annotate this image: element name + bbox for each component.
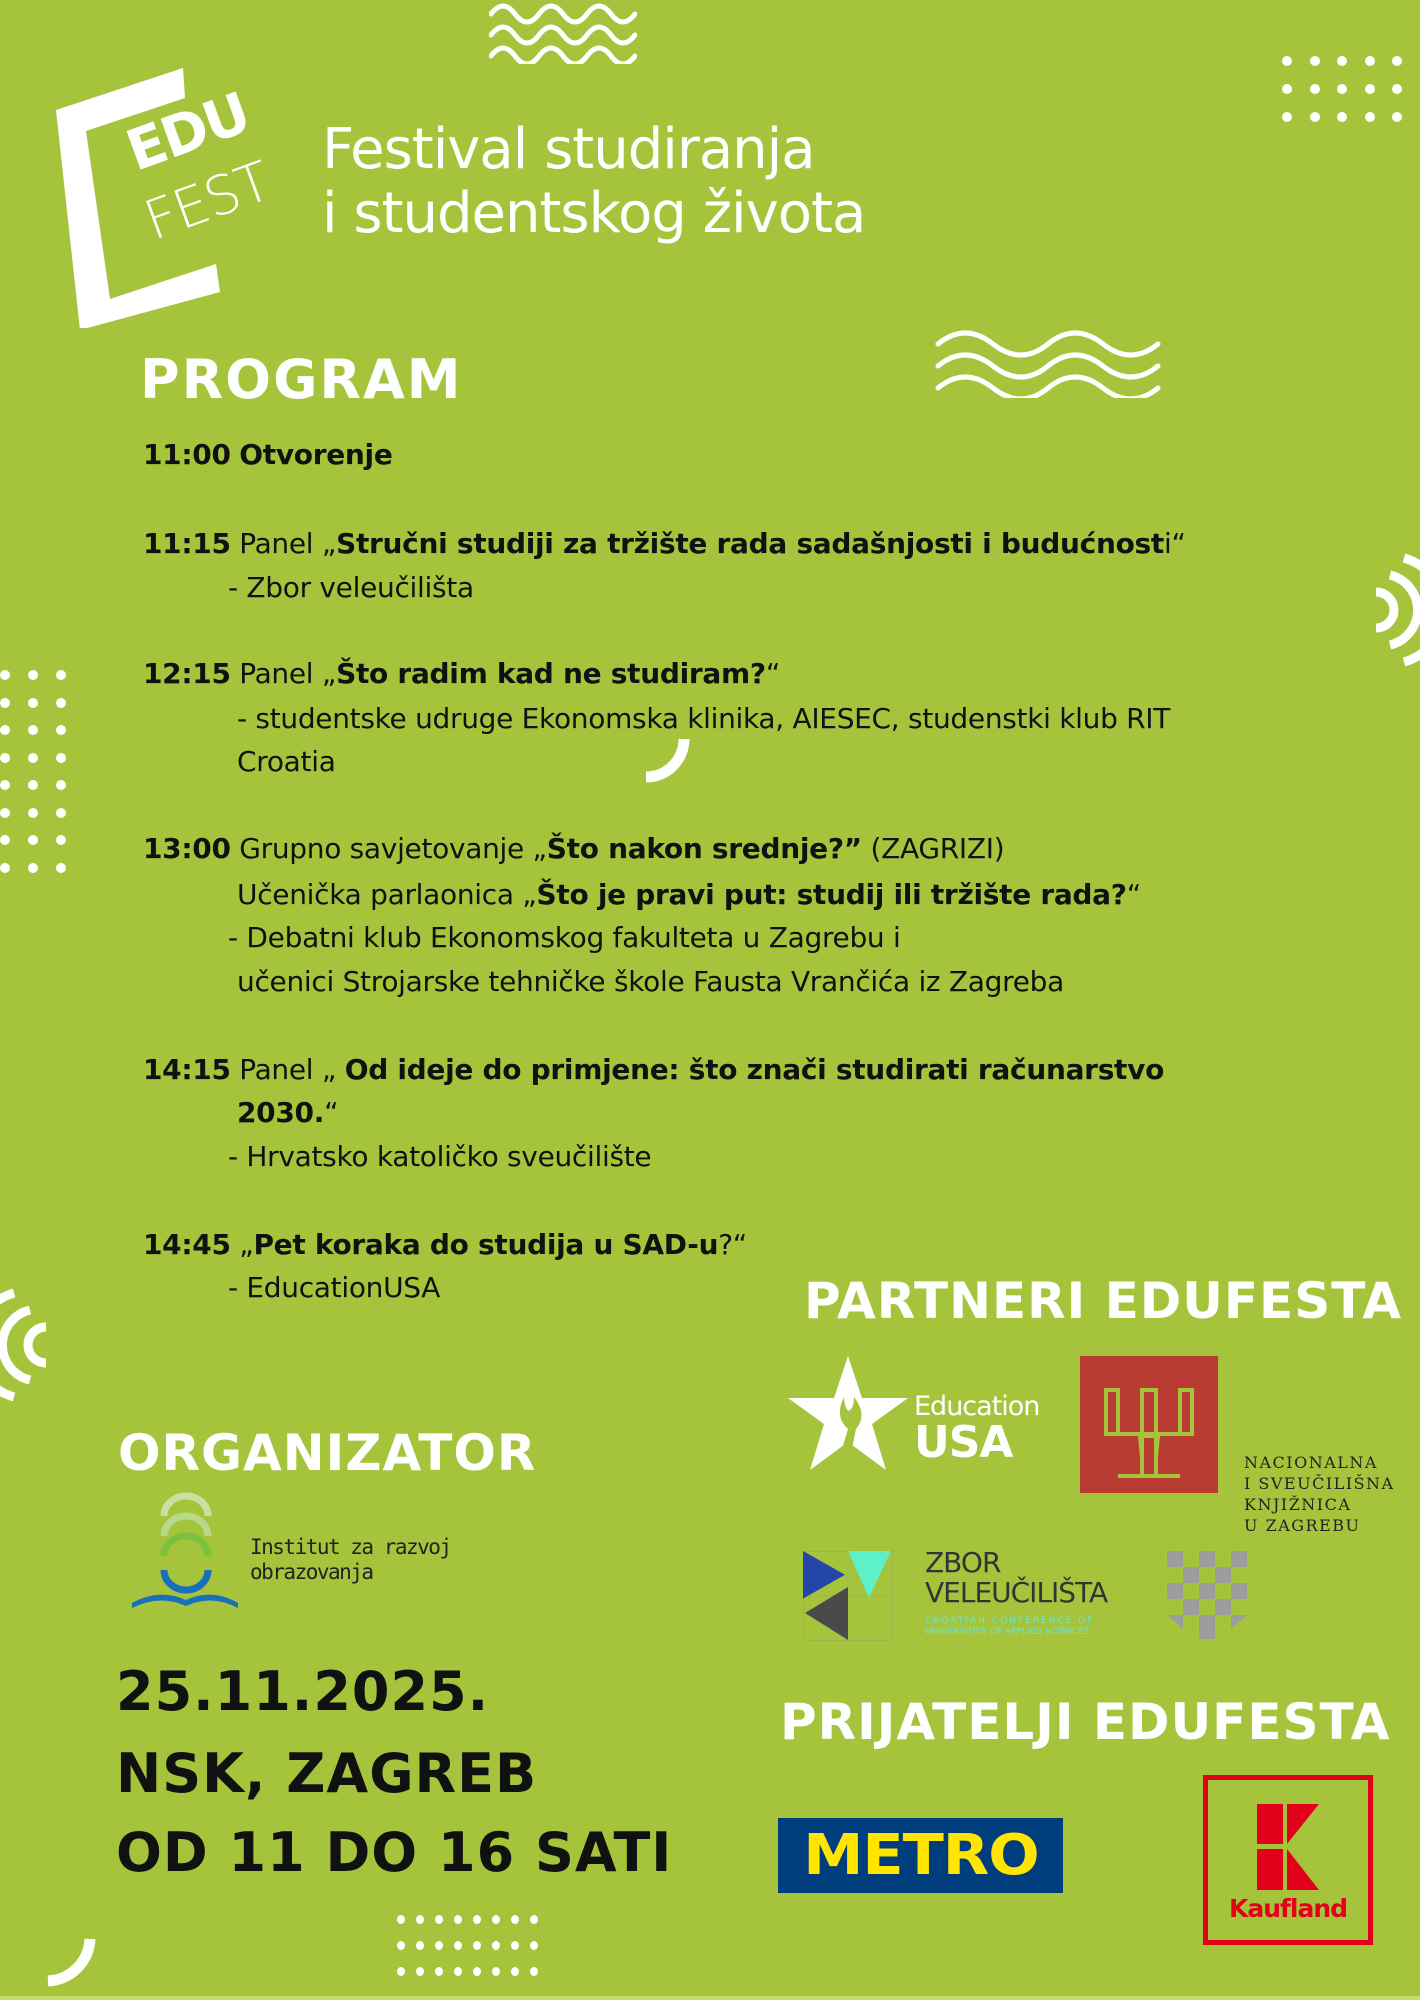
dots-decoration-left [0,670,84,873]
program-quote-end: “ [765,657,781,690]
program-type: Učenička parlaonica „ [237,878,537,911]
program-time: 11:15 [143,527,231,560]
festival-title [322,118,865,246]
star-torch-icon [786,1352,911,1472]
program-quote-end: “ [1126,878,1141,911]
program-speaker: učenici Strojarske tehničke škole Fausta Vrančića iz Zagreba [237,965,1064,998]
arcs-book-icon [130,1488,240,1614]
kaufland-logo [1203,1775,1373,1945]
edufest-logo [48,68,284,328]
organizer-heading: ORGANIZATOR [118,1424,537,1482]
zbor-sub1: CROATIAN CONFERENCE OF [925,1616,1095,1626]
kaufland-wordmark: Kaufland [1228,1894,1348,1923]
nsk-name [1244,1452,1395,1536]
program-item-1300 [143,832,1004,865]
event-date: 25.11.2025. [116,1660,490,1723]
program-title: Stručni studiji za tržište rada sadašnjosti i budućnost [336,527,1164,560]
nsk-name-line: I SVEUČILIŠNA [1244,1474,1395,1493]
zbor-veleucilista-emblem [803,1551,893,1641]
institut-name [250,1535,451,1585]
dots-decoration-top-right [1282,56,1420,122]
program-item-1445 [143,1228,747,1261]
program-note: (ZAGRIZI) [861,832,1005,865]
checkerboard-shield-icon [1167,1551,1249,1641]
zbor-sub2: UNIVERSITIES OF APPLIED SCIENCES [925,1627,1090,1637]
metro-logo [778,1818,1063,1893]
program-item-1100 [143,438,393,471]
program-title: 2030. [237,1096,325,1129]
program-type: Grupno savjetovanje „ [230,832,547,865]
program-quote-end: i“ [1163,527,1186,560]
nsk-name-line: U ZAGREBU [1244,1516,1361,1535]
program-speaker: - Hrvatsko katoličko sveučilište [228,1140,652,1173]
title-line-2: i studentskog života [322,181,866,246]
program-item-1300-line2 [237,878,1141,911]
program-quote-end: “ [324,1096,339,1129]
kaufland-k-icon [1257,1804,1319,1890]
educationusa-line1: Education [914,1391,1040,1422]
program-title: Što radim kad ne studiram? [336,657,766,690]
partners-heading: PARTNERI EDUFESTA [804,1272,1403,1330]
program-speaker: - EducationUSA [228,1271,441,1304]
arc-decoration-middle [640,735,690,785]
event-place: NSK, ZAGREB [116,1742,538,1805]
program-item-1415-line2 [237,1096,338,1129]
waves-decoration-right [935,326,1167,398]
zbor-subtitle [925,1616,1095,1638]
program-heading: PROGRAM [140,348,463,411]
event-hours: OD 11 DO 16 SATI [116,1821,673,1884]
program-speaker: - studentske udruge Ekonomska klinika, AIESEC, studenstki klub RIT [237,702,1171,735]
program-item-1115 [143,527,1186,560]
program-item-1415 [143,1053,1164,1086]
program-time: 14:45 [143,1228,231,1261]
institut-logo-emblem [130,1488,240,1614]
dots-decoration-bottom [397,1915,549,1976]
program-title: Pet koraka do studija u SAD-u [253,1228,719,1261]
nsk-name-line: NACIONALNA [1244,1453,1378,1472]
logo-edu: EDU [118,80,258,185]
program-type: Panel „ [230,527,337,560]
program-item-1215 [143,657,780,690]
logo-fest: FEST [136,149,279,253]
nsk-logo [1080,1356,1218,1493]
zbor-line1: ZBOR [925,1546,1001,1579]
program-time: 13:00 [143,832,231,865]
educationusa-logo [786,1352,1051,1472]
program-speaker: - Zbor veleučilišta [228,571,474,604]
arc-decoration-bottom-left [40,1935,96,1991]
waves-decoration-top [489,0,637,64]
zbor-line2: VELEUČILIŠTA [925,1576,1108,1609]
program-time: 12:15 [143,657,231,690]
educationusa-line2: USA [914,1417,1013,1468]
program-type: Panel „ [230,657,337,690]
institut-name-line2: obrazovanja [250,1560,373,1584]
program-title: Što je pravi put: studij ili tržište rada? [536,878,1127,911]
program-time: 11:00 [143,438,231,471]
bottom-edge [0,1996,1420,2000]
program-quote-end: ?“ [718,1228,747,1261]
metro-wordmark: METRO [802,1823,1039,1888]
sound-waves-decoration-right [1370,550,1420,670]
sound-waves-decoration-left [0,1285,56,1405]
program-type: Panel „ [230,1053,345,1086]
program-speaker: - Debatni klub Ekonomskog fakulteta u Zagrebu i [228,921,901,954]
program-title: Otvorenje [239,438,393,471]
friends-heading: PRIJATELJI EDUFESTA [780,1693,1391,1751]
zbor-veleucilista-name [925,1548,1107,1608]
program-speaker: Croatia [237,745,336,778]
triangles-icon [803,1551,893,1641]
program-time: 14:15 [143,1053,231,1086]
nsk-emblem-icon [1080,1356,1218,1493]
institut-name-line1: Institut za razvoj [250,1535,451,1559]
title-line-1: Festival studiranja [322,117,815,182]
program-title: Od ideje do primjene: što znači studirati računarstvo [344,1053,1165,1086]
program-quote-start: „ [230,1228,254,1261]
nsk-name-line: KNJIŽNICA [1244,1495,1352,1514]
program-title: Što nakon srednje?” [546,832,862,865]
